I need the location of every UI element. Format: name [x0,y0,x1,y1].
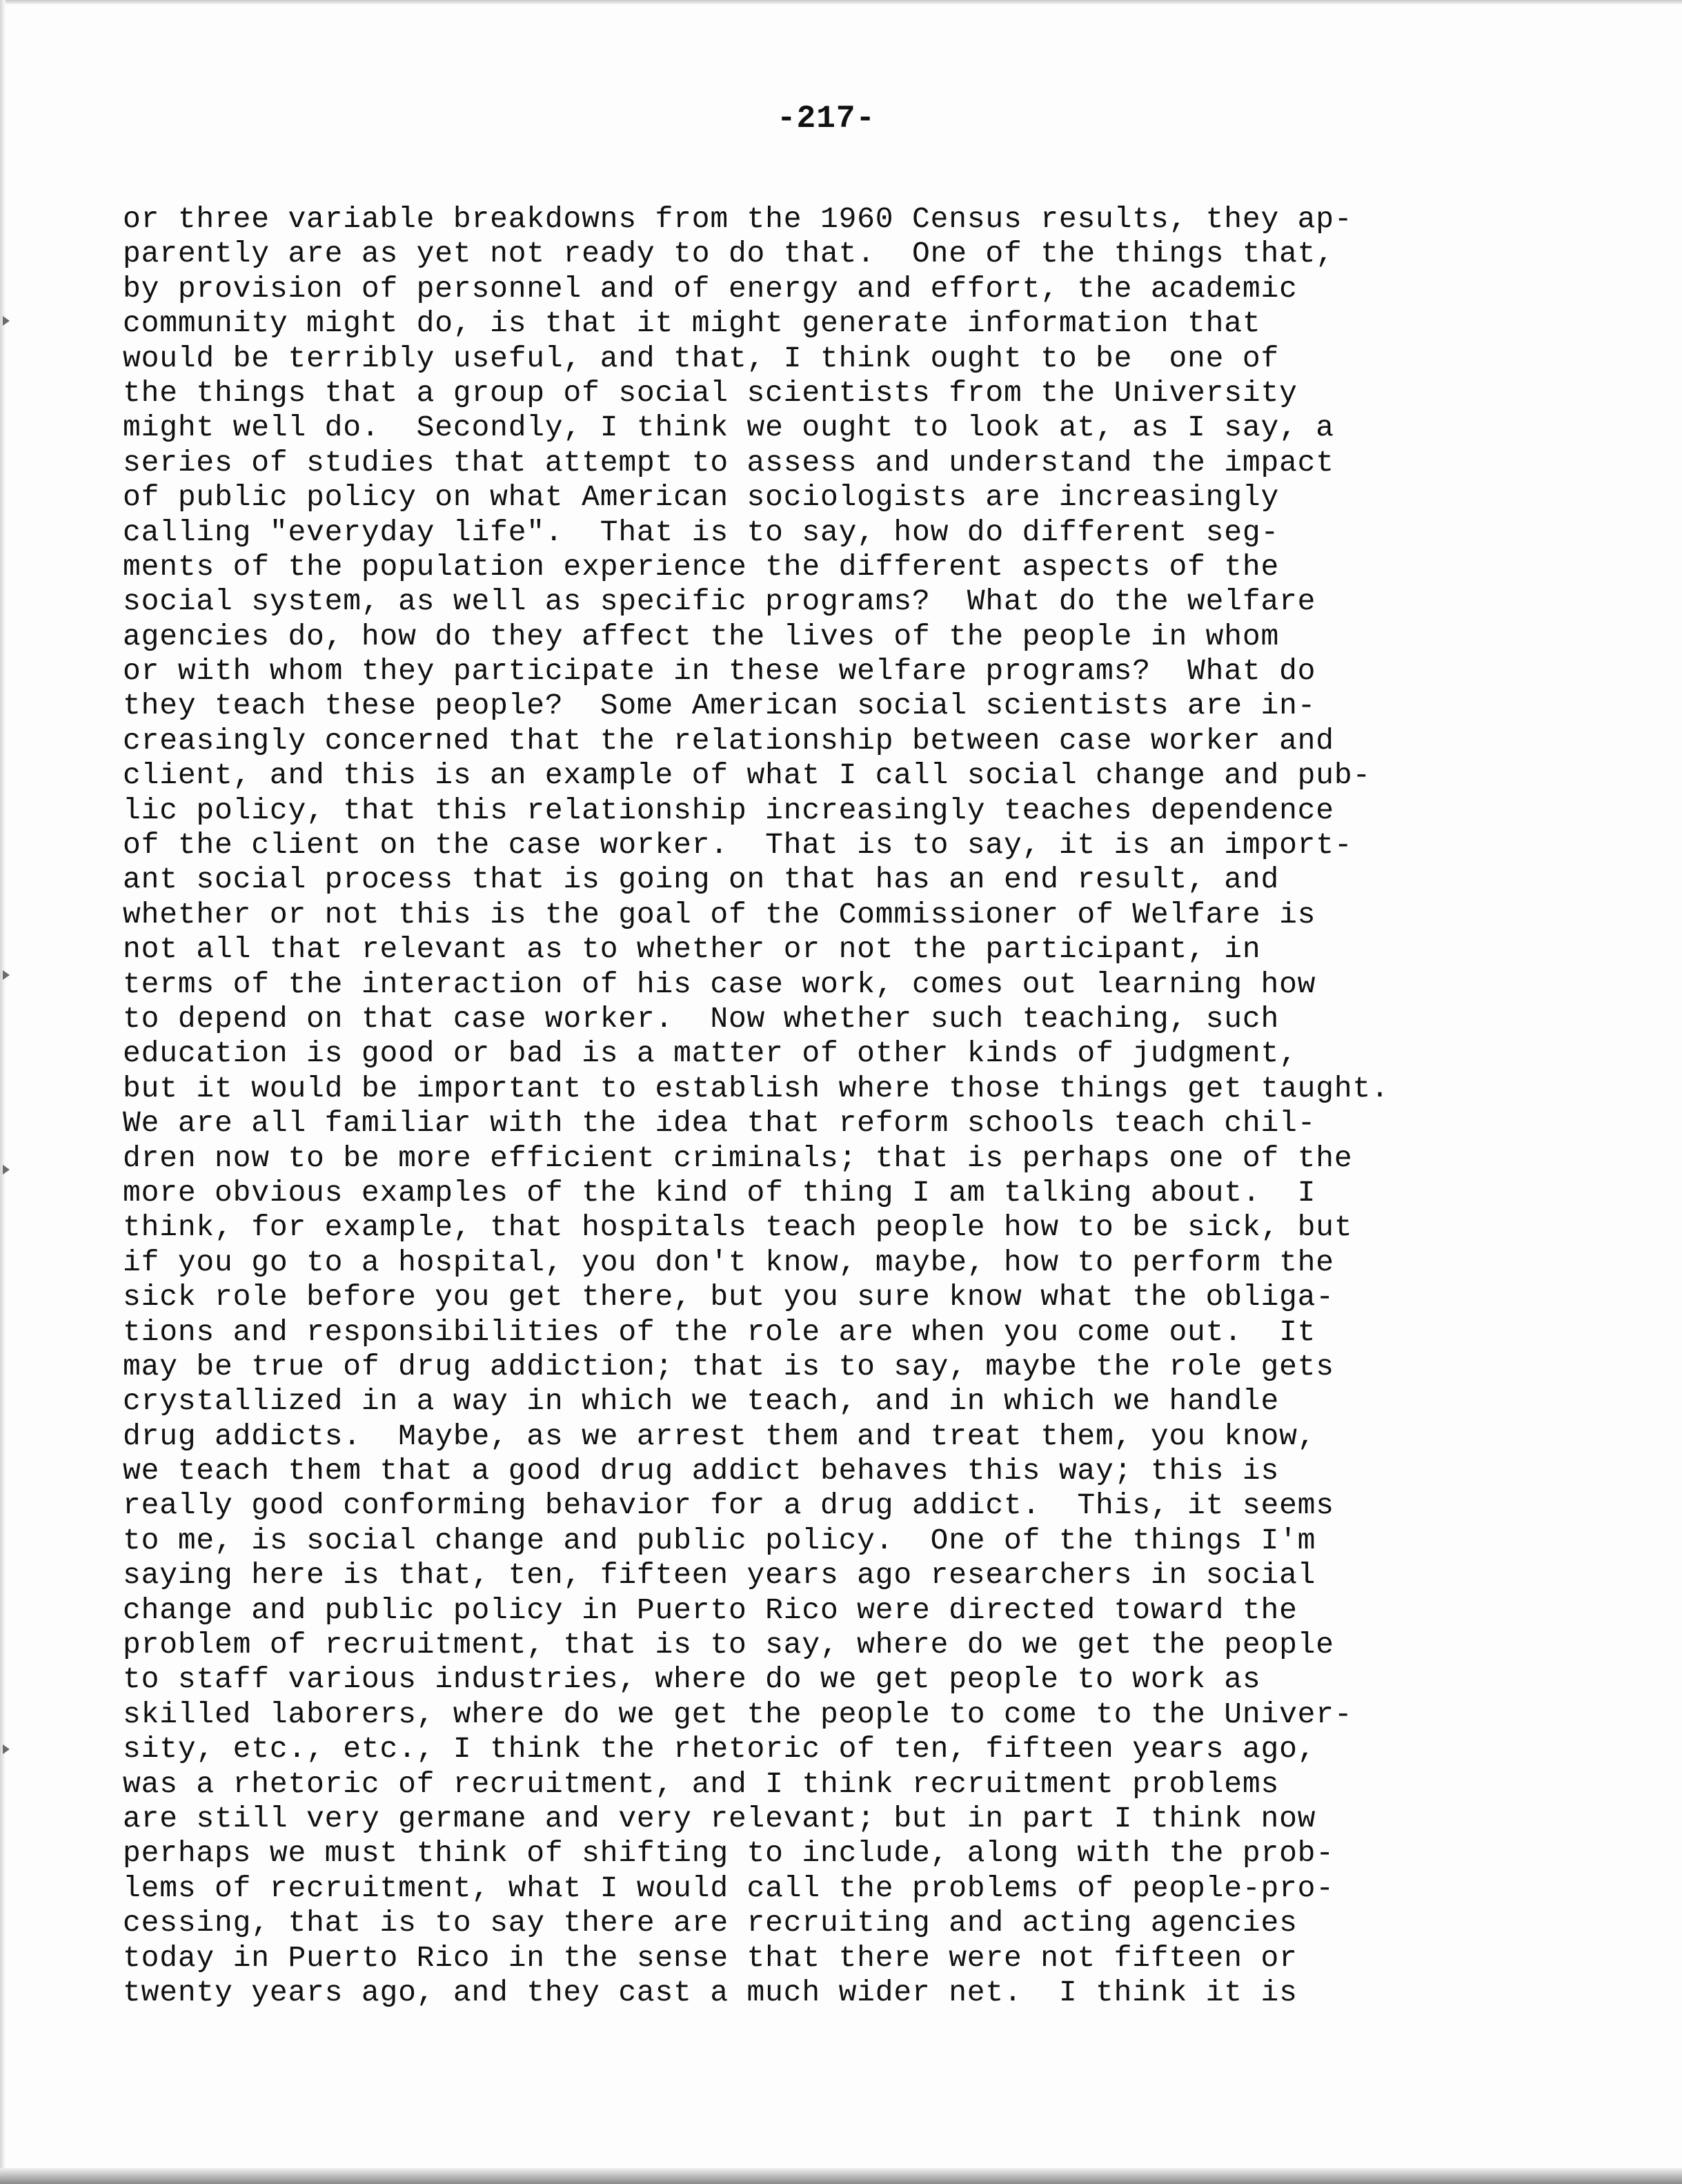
text-line: might well do. Secondly, I think we ought to look at, as I say, a [123,411,1334,445]
text-line: not all that relevant as to whether or not the participant, in [123,932,1261,967]
text-line: whether or not this is the goal of the Commissioner of Welfare is [123,897,1316,932]
text-line: calling "everyday life". That is to say, how do different seg- [123,515,1280,549]
text-line: drug addicts. Maybe, as we arrest them and treat them, you know, [123,1419,1316,1453]
text-line: the things that a group of social scientists from the University [123,375,1298,410]
text-line: perhaps we must think of shifting to include, along with the prob- [123,1836,1334,1871]
text-line: cessing, that is to say there are recruiting and acting agencies [123,1906,1298,1940]
text-line: ments of the population experience the different aspects of the [123,549,1280,584]
text-line: may be true of drug addiction; that is to say, maybe the role gets [123,1349,1334,1384]
text-line: skilled laborers, where do we get the people to come to the Univer- [123,1697,1353,1731]
text-line: or with whom they participate in these welfare programs? What do [123,654,1316,689]
text-line: we teach them that a good drug addict behaves this way; this is [123,1454,1280,1488]
text-line: really good conforming behavior for a drug addict. This, it seems [123,1488,1334,1523]
text-line: sick role before you get there, but you sure know what the obliga- [123,1280,1334,1315]
text-line: lems of recruitment, what I would call the problems of people-pro- [123,1871,1334,1905]
text-line: crystallized in a way in which we teach, and in which we handle [123,1384,1280,1419]
text-line: community might do, is that it might generate information that [123,306,1261,341]
text-line: social system, as well as specific programs? What do the welfare [123,584,1316,619]
text-line: to depend on that case worker. Now whether such teaching, such [123,1001,1280,1036]
text-line: or three variable breakdowns from the 1960 Census results, they ap- [123,202,1353,236]
text-line: ant social process that is going on that has an end result, and [123,863,1280,897]
text-line: think, for example, that hospitals teach people how to be sick, but [123,1210,1353,1245]
text-line: to me, is social change and public policy. One of the things I'm [123,1523,1316,1557]
text-line: if you go to a hospital, you don't know, maybe, how to perform the [123,1245,1334,1279]
text-line: sity, etc., etc., I think the rhetoric of ten, fifteen years ago, [123,1732,1316,1767]
text-line: lic policy, that this relationship increasingly teaches dependence [123,793,1334,827]
margin-mark [3,1744,10,1754]
text-line: terms of the interaction of his case work, comes out learning how [123,967,1316,1001]
text-line: client, and this is an example of what I call social change and pub- [123,758,1372,793]
text-line: by provision of personnel and of energy and effort, the academic [123,271,1298,306]
text-line: are still very germane and very relevant; but in part I think now [123,1801,1316,1836]
text-line: change and public policy in Puerto Rico were directed toward the [123,1593,1298,1627]
text-line: was a rhetoric of recruitment, and I think recruitment problems [123,1767,1280,1801]
margin-mark [3,1165,10,1174]
body-text [123,202,1503,2010]
text-line: tions and responsibilities of the role are when you come out. It [123,1315,1316,1349]
text-line: problem of recruitment, that is to say, where do we get the people [123,1628,1334,1662]
text-line: to staff various industries, where do we get people to work as [123,1662,1261,1697]
page-top-edge [0,0,1682,4]
text-line: We are all familiar with the idea that reform schools teach chil- [123,1106,1316,1141]
page-number: -217- [777,101,876,137]
text-line: series of studies that attempt to assess and understand the impact [123,445,1334,480]
text-line: creasingly concerned that the relationship between case worker and [123,723,1334,758]
text-line: twenty years ago, and they cast a much wider net. I think it is [123,1975,1298,2009]
text-line: of public policy on what American sociologists are increasingly [123,480,1280,515]
text-line: more obvious examples of the kind of thing I am talking about. I [123,1175,1316,1210]
text-line: saying here is that, ten, fifteen years ago researchers in social [123,1558,1316,1593]
page-bottom-edge [0,2168,1682,2184]
margin-mark [3,970,10,980]
margin-mark [3,316,10,326]
text-line: of the client on the case worker. That is to say, it is an import- [123,828,1353,863]
text-line: but it would be important to establish where those things get taught. [123,1071,1389,1105]
text-line: they teach these people? Some American social scientists are in- [123,689,1316,723]
text-line: today in Puerto Rico in the sense that there were not fifteen or [123,1940,1298,1975]
text-line: agencies do, how do they affect the lives of the people in whom [123,619,1280,653]
text-line: education is good or bad is a matter of other kinds of judgment, [123,1036,1298,1071]
text-line: parently are as yet not ready to do that. One of the things that, [123,237,1334,271]
text-line: dren now to be more efficient criminals; that is perhaps one of the [123,1141,1353,1175]
text-line: would be terribly useful, and that, I think ought to be one of [123,341,1280,375]
